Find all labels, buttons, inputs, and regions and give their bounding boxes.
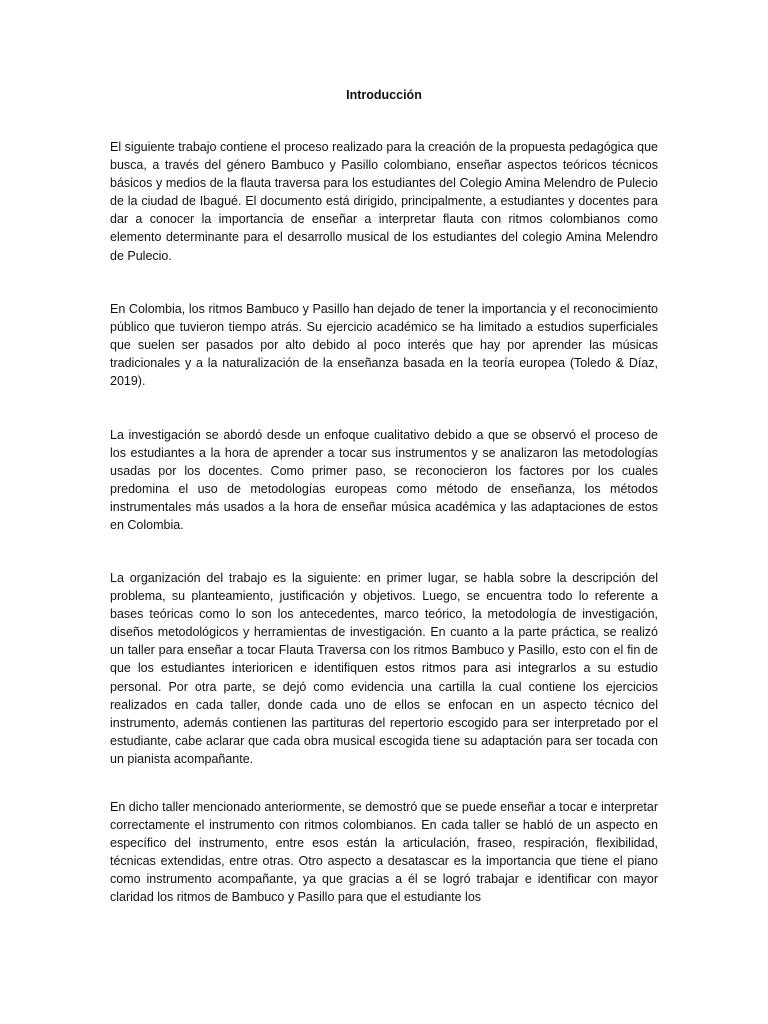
page-title: Introducción xyxy=(346,88,422,102)
paragraph-5: En dicho taller mencionado anteriormente, se demostró que se puede enseñar a tocar e interpretar correctamente el instrumento con ritmos colombianos. En cada taller se habló de un aspecto en específico del instrumento, entre esos están la articulación, fraseo, respiración, flexibilidad, técnicas extendidas, entre otras. Otro aspecto a desatascar es la importancia que tiene el piano como instrumento acompañante, ya que gracias a él se logró trabajar e identificar con mayor claridad los ritmos de Bambuco y Pasillo para que el estudiante los xyxy=(110,800,658,905)
paragraph-2: En Colombia, los ritmos Bambuco y Pasillo han dejado de tener la importancia y el reconocimiento público que tuvieron tiempo atrás. Su ejercicio académico se ha limitado a estudios superficiales que suelen ser pasados por alto debido al poco interés que hay por aprender las músicas tradicionales y a la naturalización de la enseñanza basada en la teoría europea (Toledo & Díaz, 2019). xyxy=(110,302,658,389)
paragraph-4: La organización del trabajo es la siguiente: en primer lugar, se habla sobre la descripción del problema, su planteamiento, justificación y objetivos. Luego, se encuentra todo lo referente a bases teóricas como lo son los antecedentes, marco teórico, la metodología de investigación, diseños metodológicos y herramientas de investigación. En cuanto a la parte práctica, se realizó un taller para enseñar a tocar Flauta Traversa con los ritmos Bambuco y Pasillo, esto con el fin de que los estudiantes interioricen e identifiquen estos ritmos para asi integrarlos a su estudio personal. Por otra parte, se dejó como evidencia una cartilla la cual contiene los ejercicios realizados en cada taller, donde cada uno de ellos se enfocan en un aspecto técnico del instrumento, además contienen las partituras del repertorio escogido para ser interpretado por el estudiante, cabe aclarar que cada obra musical escogida tiene su adaptación para ser tocada con un pianista acompañante. xyxy=(110,571,658,766)
paragraph-3: La investigación se abordó desde un enfoque cualitativo debido a que se observó el proceso de los estudiantes a la hora de aprender a tocar sus instrumentos y se analizaron las metodologías usadas por los docentes. Como primer paso, se reconocieron los factores por los cuales predomina el uso de metodologías europeas como método de enseñanza, los métodos instrumentales más usados a la hora de enseñar música académica y las adaptaciones de estos en Colombia. xyxy=(110,428,658,533)
paragraph-1: El siguiente trabajo contiene el proceso realizado para la creación de la propuesta pedagógica que busca, a través del género Bambuco y Pasillo colombiano, enseñar aspectos teóricos técnicos básicos y medios de la flauta traversa para los estudiantes del Colegio Amina Melendro de Pulecio de la ciudad de Ibagué. El documento está dirigido, principalmente, a estudiantes y docentes para dar a conocer la importancia de enseñar a interpretar flauta con ritmos colombianos como elemento determinante para el desarrollo musical de los estudiantes del colegio Amina Melendro de Pulecio. xyxy=(110,140,658,263)
